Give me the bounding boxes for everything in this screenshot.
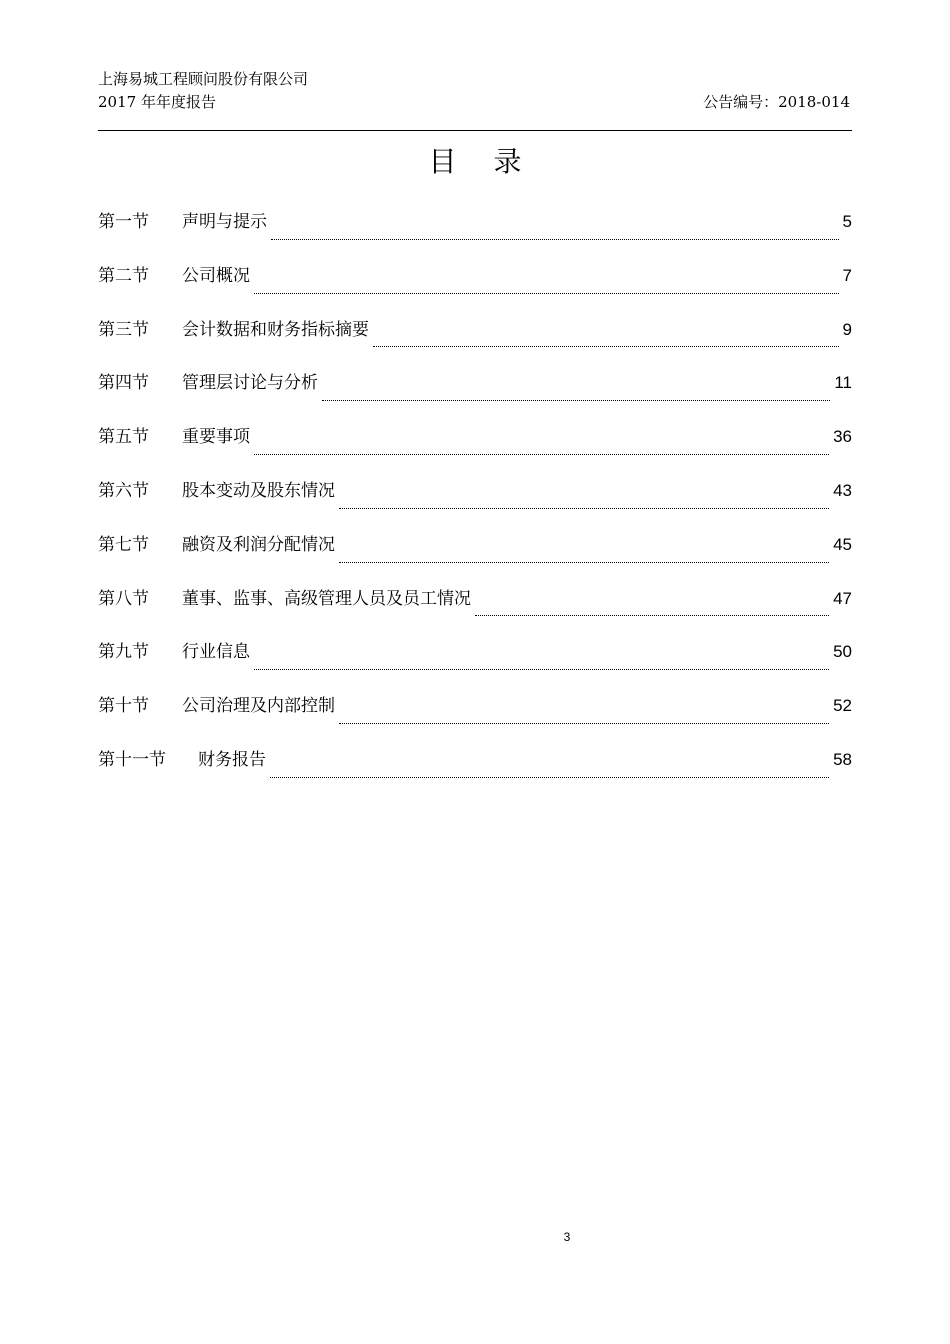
toc-page-number[interactable]: 7 — [842, 265, 852, 285]
page-header — [98, 66, 852, 131]
toc-section-number: 第十节 — [98, 696, 149, 717]
toc-section-number: 第七节 — [98, 534, 149, 555]
toc-title: 目 录 — [428, 145, 536, 178]
dot-leader — [322, 400, 830, 401]
dot-leader — [254, 293, 839, 294]
dot-leader — [475, 615, 829, 616]
toc-section-number: 第一节 — [98, 212, 149, 232]
toc-entry[interactable] — [98, 204, 852, 258]
toc-section-title[interactable]: 董事、监事、高级管理人员及员工情况 — [182, 588, 471, 609]
table-of-contents — [98, 204, 852, 796]
toc-section-title[interactable]: 公司治理及内部控制 — [182, 696, 335, 717]
toc-section-title[interactable]: 声明与提示 — [182, 212, 267, 232]
page-number: 3 — [563, 1230, 571, 1244]
toc-page-number[interactable]: 52 — [833, 696, 852, 716]
toc-page-number[interactable]: 47 — [833, 588, 852, 608]
dot-leader — [339, 562, 829, 563]
toc-section-title[interactable]: 公司概况 — [182, 265, 250, 286]
toc-section-title[interactable]: 融资及利润分配情况 — [182, 534, 335, 555]
company-name: 上海易城工程顾问股份有限公司 — [98, 70, 309, 88]
toc-page-number[interactable]: 9 — [842, 319, 852, 339]
toc-entry[interactable] — [98, 473, 852, 527]
toc-entry[interactable] — [98, 581, 852, 635]
toc-entry[interactable] — [98, 365, 852, 419]
toc-section-number: 第九节 — [98, 642, 149, 663]
toc-section-number: 第二节 — [98, 265, 149, 286]
toc-entry[interactable] — [98, 312, 852, 366]
dot-leader — [254, 454, 829, 455]
toc-section-number: 第五节 — [98, 427, 149, 448]
dot-leader — [339, 723, 829, 724]
toc-entry[interactable] — [98, 258, 852, 312]
toc-entry[interactable] — [98, 419, 852, 473]
toc-section-number: 第八节 — [98, 588, 149, 609]
toc-page-number[interactable]: 36 — [833, 427, 852, 447]
toc-section-number: 第三节 — [98, 319, 149, 340]
dot-leader — [271, 239, 839, 240]
dot-leader — [270, 777, 829, 778]
toc-page-number[interactable]: 43 — [833, 480, 852, 500]
dot-leader — [339, 508, 829, 509]
toc-section-number: 第六节 — [98, 480, 149, 501]
toc-section-title[interactable]: 财务报告 — [198, 749, 266, 770]
toc-page-number[interactable]: 58 — [833, 749, 852, 769]
toc-section-title[interactable]: 行业信息 — [182, 642, 250, 663]
toc-section-title[interactable]: 管理层讨论与分析 — [182, 373, 318, 394]
toc-section-title[interactable]: 股本变动及股东情况 — [182, 480, 335, 501]
toc-entry[interactable] — [98, 688, 852, 742]
report-title: 2017 年年度报告 — [98, 93, 216, 111]
toc-page-number[interactable]: 45 — [833, 534, 852, 554]
toc-entry[interactable] — [98, 742, 852, 796]
announcement-number: 公告编号：2018-014 — [703, 93, 850, 111]
toc-entry[interactable] — [98, 634, 852, 688]
toc-page-number[interactable]: 50 — [833, 642, 852, 662]
dot-leader — [254, 669, 829, 670]
dot-leader — [373, 346, 839, 347]
toc-section-number: 第十一节 — [98, 749, 166, 770]
toc-page-number[interactable]: 11 — [834, 373, 852, 393]
toc-section-number: 第四节 — [98, 373, 149, 394]
toc-page-number[interactable]: 5 — [842, 212, 852, 231]
toc-entry[interactable] — [98, 527, 852, 581]
toc-section-title[interactable]: 重要事项 — [182, 427, 250, 448]
toc-section-title[interactable]: 会计数据和财务指标摘要 — [182, 319, 369, 340]
